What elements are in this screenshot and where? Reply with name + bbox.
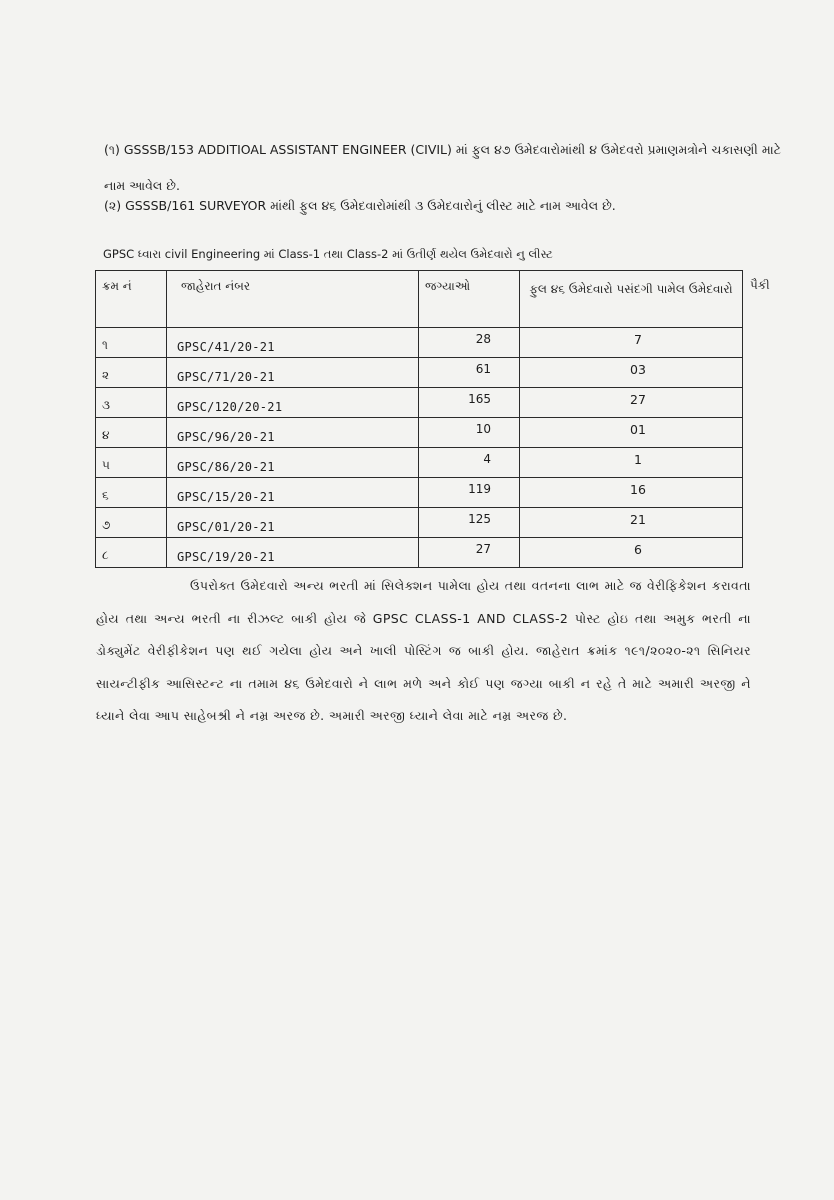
table-row [96, 478, 743, 508]
cell-advertisement-no: GPSC/120/20-21 [167, 388, 419, 418]
paragraph-gsssb-153: (૧) GSSSB/153 ADDITIOAL ASSISTANT ENGINEER (CIVIL) માં ફુલ ૪૭ ઉમેદવારોમાંથી ૪ ઉમેદવરો પ્રમાણમત્રોને ચકાસણી માટે નામ આવેલ છે. [104, 142, 781, 193]
cell-serial-no: ૩ [96, 388, 167, 418]
table-row [96, 508, 743, 538]
cell-serial-no: ૬ [96, 478, 167, 508]
side-note: પૈકી [750, 278, 770, 292]
paragraph-gsssb-161: (૨) GSSSB/161 SURVEYOR માંથી ફુલ ૪૬ ઉમેદવારોમાંથી ૩ ઉમેદવારોનું લીસ્ટ માટે નામ આવેલ છે. [104, 198, 616, 213]
table-caption: GPSC ધ્વારા civil Engineering માં Class-1 તથા Class-2 માં ઉતીર્ણ થયેલ ઉમેદવારો નુ લીસ્ટ [103, 247, 553, 261]
header-posts: જગ્યાઓ [419, 271, 520, 328]
header-advertisement-no: જાહેરાત નંબર [167, 271, 419, 328]
cell-advertisement-no: GPSC/86/20-21 [167, 448, 419, 478]
table-row [96, 388, 743, 418]
table-row [96, 418, 743, 448]
cell-posts: 61 [419, 358, 520, 388]
cell-advertisement-no: GPSC/41/20-21 [167, 328, 419, 358]
header-serial-no: ક્રમ નં [96, 271, 167, 328]
header-selected-candidates: ફુલ ૪૬ ઉમેદવારો પસંદગી પામેલ ઉમેદવારો [520, 271, 743, 328]
cell-serial-no: ૮ [96, 538, 167, 568]
cell-advertisement-no: GPSC/71/20-21 [167, 358, 419, 388]
cell-selected: 01 [520, 418, 743, 448]
selected-candidates-table [95, 270, 743, 568]
table-row [96, 538, 743, 568]
cell-serial-no: ૭ [96, 508, 167, 538]
cell-posts: 27 [419, 538, 520, 568]
cell-posts: 10 [419, 418, 520, 448]
cell-posts: 28 [419, 328, 520, 358]
cell-selected: 21 [520, 508, 743, 538]
cell-advertisement-no: GPSC/15/20-21 [167, 478, 419, 508]
cell-posts: 125 [419, 508, 520, 538]
cell-selected: 16 [520, 478, 743, 508]
cell-serial-no: ૧ [96, 328, 167, 358]
cell-serial-no: ૫ [96, 448, 167, 478]
cell-posts: 4 [419, 448, 520, 478]
cell-advertisement-no: GPSC/96/20-21 [167, 418, 419, 448]
cell-selected: 27 [520, 388, 743, 418]
cell-posts: 165 [419, 388, 520, 418]
table-row [96, 328, 743, 358]
table-row [96, 448, 743, 478]
closing-paragraph: ઉપરોક્ત ઉમેદવારો અન્ય ભરતી માં સિલેક્શન પામેલા હોય તથા વતનના લાભ માટે જ વેરીફિકેશન કરાવતા હોય તથા અન્ય ભરતી ના રીઝલ્ટ બાકી હોય જે GPSC CLASS-1 AND CLASS-2 પોસ્ટ હોઇ તથા અમુક ભરતી ના ડોક્યુમેંટ વેરીફીકેશન પણ થઈ ગયેલા હોય અને ખાલી પોસ્ટિંગ જ બાકી હોય. જાહેરાત ક્રમાંક ૧૯૧/૨૦૨૦-૨૧ સિનિયર સાયન્ટીફીક આસિસ્ટન્ટ ના તમામ ૪૬ ઉમેદવારો ને લાભ મળે અને કોઈ પણ જગ્યા બાકી ન રહે તે માટે અમારી અરજી ને ધ્યાને લેવા આપ સાહેબશ્રી ને નમ્ર અરજ છે. અમારી અરજી ધ્યાને લેવા માટે નમ્ર અરજ છે. [96, 578, 751, 723]
cell-selected: 1 [520, 448, 743, 478]
cell-advertisement-no: GPSC/19/20-21 [167, 538, 419, 568]
cell-selected: 7 [520, 328, 743, 358]
cell-posts: 119 [419, 478, 520, 508]
cell-serial-no: ૨ [96, 358, 167, 388]
table-row [96, 358, 743, 388]
cell-advertisement-no: GPSC/01/20-21 [167, 508, 419, 538]
cell-serial-no: ૪ [96, 418, 167, 448]
table-header-row [96, 271, 743, 328]
cell-selected: 03 [520, 358, 743, 388]
cell-selected: 6 [520, 538, 743, 568]
